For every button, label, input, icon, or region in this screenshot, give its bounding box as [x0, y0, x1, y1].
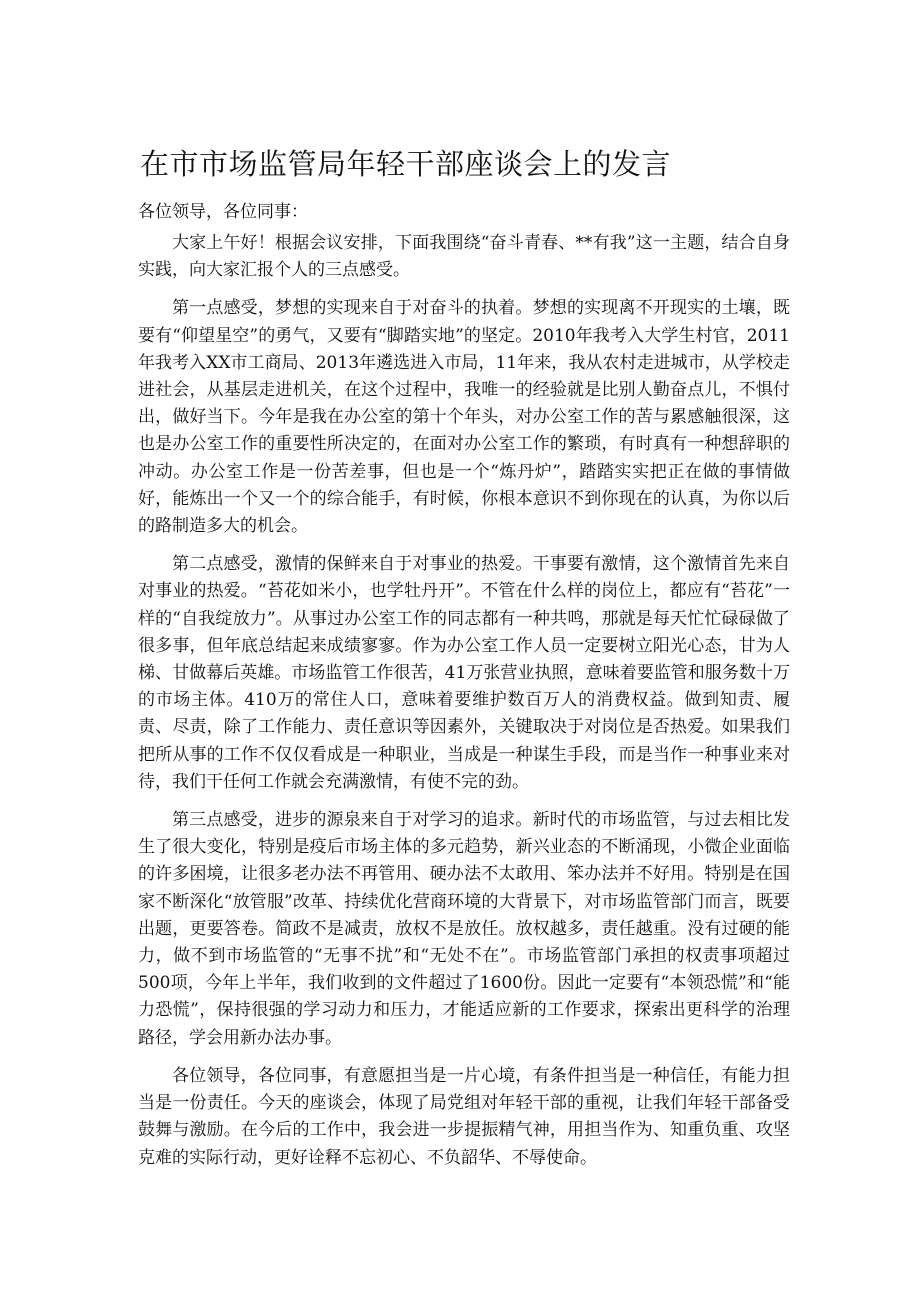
document-title: 在市市场监管局年轻干部座谈会上的发言: [140, 147, 672, 181]
paragraph-first-point: 第一点感受，梦想的实现来自于对奋斗的执着。梦想的实现离不开现实的土壤，既要有“仰望星空”的勇气，又要有“脚踏实地”的坚定。2010年我考入大学生村官，2011年我考入XX市工商局、2013年遴选进入市局，11年来，我从农村走进城市，从学校走进社会，从基层走进机关，在这个过程中，我唯一的经验就是比别人勤奋点儿，不惧付出，做好当下。今年是我在办公室的第十个年头，对办公室工作的苦与累感触很深，这也是办公室工作的重要性所决定的，在面对办公室工作的繁琐，有时真有一种想辞职的冲动。办公室工作是一份苦差事，但也是一个“炼丹炉”，踏踏实实把正在做的事情做好，能炼出一个又一个的综合能手，有时候，你根本意识不到你现在的认真，为你以后的路制造多大的机会。: [138, 298, 790, 537]
paragraph-second-point: 第二点感受，激情的保鲜来自于对事业的热爱。干事要有激情，这个激情首先来自对事业的热爱。“苔花如米小，也学牡丹开”。不管在什么样的岗位上，都应有“苔花”一样的“自我绽放力”。从事过办公室工作的同志都有一种共鸣，那就是每天忙忙碌碌做了很多事，但年底总结起来成绩寥寥。作为办公室工作人员一定要树立阳光心态，甘为人梯、甘做幕后英雄。市场监管工作很苦，41万张营业执照，意味着要监管和服务数十万的市场主体。410万的常住人口，意味着要维护数百万人的消费权益。做到知责、履责、尽责，除了工作能力、责任意识等因素外，关键取决于对岗位是否热爱。如果我们把所从事的工作不仅仅看成是一种职业，当成是一种谋生手段，而是当作一种事业来对待，我们干任何工作就会充满激情，有使不完的劲。: [138, 554, 790, 792]
document-body: [138, 230, 790, 1183]
paragraph-third-point: 第三点感受，进步的源泉来自于对学习的追求。新时代的市场监管，与过去相比发生了很大变化，特别是疫后市场主体的多元趋势，新兴业态的不断涌现，小微企业面临的许多困境，让很多老办法不再管用、硬办法不太敢用、笨办法并不好用。特别是在国家不断深化“放管服”改革、持续优化营商环境的大背景下，对市场监管部门而言，既要出题，更要答卷。简政不是减责，放权不是放任。放权越多，责任越重。没有过硬的能力，做不到市场监管的“无事不扰”和“无处不在”。市场监管部门承担的权责事项超过500项，今年上半年，我们收到的文件超过了1600份。因此一定要有“本领恐慌”和“能力恐慌”，保持很强的学习动力和压力，才能适应新的工作要求，探索出更科学的治理路径，学会用新办法办事。: [138, 810, 790, 1048]
paragraph-greeting: 大家上午好！根据会议安排，下面我围绕“奋斗青春、**有我”这一主题，结合自身实践，向大家汇报个人的三点感受。: [138, 233, 790, 281]
paragraph-closing: 各位领导，各位同事，有意愿担当是一片心境，有条件担当是一种信任，有能力担当是一份责任。今天的座谈会，体现了局党组对年轻干部的重视，让我们年轻干部备受鼓舞与激励。在今后的工作中，我会进一步提振精气神，用担当作为、知重负重、攻坚克难的实际行动，更好诠释不忘初心、不负韶华、不辱使命。: [138, 1065, 790, 1168]
salutation: 各位领导，各位同事：: [138, 202, 308, 222]
